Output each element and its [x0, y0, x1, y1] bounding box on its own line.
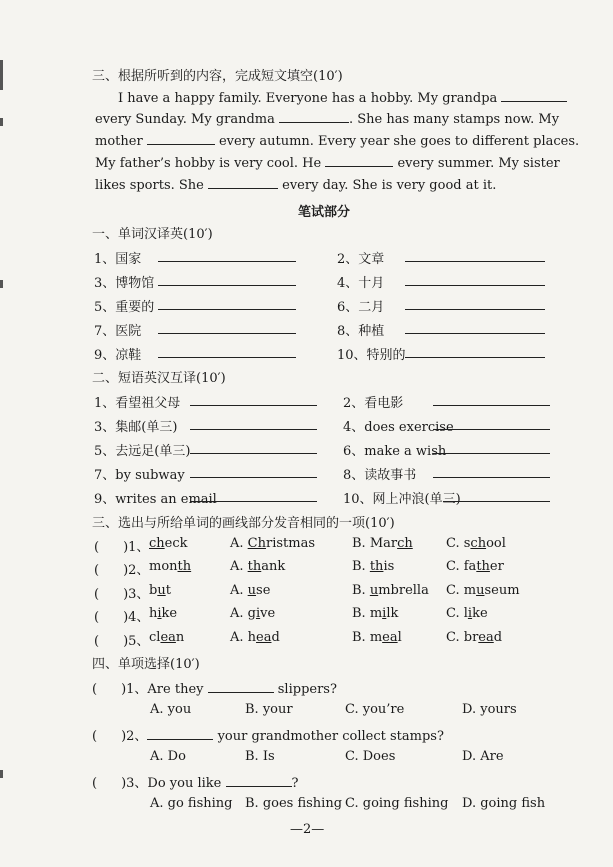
passage-line: mother every autumn. Every year she goes to different places. [95, 134, 580, 149]
passage-line: every Sunday. My grandma . She has many stamps now. My [95, 112, 560, 127]
answer-blank[interactable] [279, 111, 349, 123]
pronunciation-section-title: 三、选出与所给单词的画线部分发音相同的一项(10′) [92, 516, 395, 531]
answer-slot[interactable]: ( )1、 [94, 540, 150, 555]
answer-blank[interactable] [405, 249, 545, 262]
phrase-item: 9、writes an email [94, 492, 217, 507]
answer-blank[interactable] [158, 249, 296, 262]
option-b[interactable]: B. this [352, 559, 395, 574]
answer-blank[interactable] [208, 177, 278, 189]
answer-blank[interactable] [158, 321, 296, 334]
option[interactable]: B. goes fishing [245, 796, 343, 811]
answer-blank[interactable] [405, 345, 545, 358]
vocab-item: 8、种植 [337, 324, 385, 339]
answer-blank[interactable] [190, 465, 317, 478]
answer-blank[interactable] [226, 775, 292, 787]
option-c[interactable]: C. like [446, 606, 488, 621]
phrase-item: 7、by subway [94, 468, 185, 483]
answer-blank[interactable] [190, 489, 317, 502]
answer-blank[interactable] [158, 345, 296, 358]
binding-mark [0, 118, 3, 126]
answer-blank[interactable] [405, 273, 545, 286]
option-b[interactable]: B. March [352, 536, 413, 551]
binding-mark [0, 280, 3, 288]
option[interactable]: A. you [150, 702, 192, 717]
question: ( )3、Do you like ? [92, 776, 299, 791]
binding-mark [0, 770, 3, 778]
answer-blank[interactable] [443, 489, 550, 502]
passage-line: I have a happy family. Everyone has a hobby. My grandpa [118, 90, 567, 106]
answer-blank[interactable] [158, 297, 296, 310]
answer-blank[interactable] [325, 155, 393, 167]
answer-blank[interactable] [501, 90, 567, 102]
answer-blank[interactable] [158, 273, 296, 286]
answer-blank[interactable] [405, 321, 545, 334]
vocab-item: 4、十月 [337, 276, 385, 291]
answer-blank[interactable] [190, 417, 317, 430]
option[interactable]: B. your [245, 702, 293, 717]
question: ( )2、 your grandmother collect stamps? [92, 729, 444, 744]
phrase-item: 4、does exercise [343, 420, 454, 435]
page-number: —2— [290, 822, 325, 837]
option-a[interactable]: A. use [230, 583, 271, 598]
answer-slot[interactable]: ( )4、 [94, 610, 150, 625]
target-word: check [149, 536, 188, 551]
vocab-item: 10、特别的 [337, 348, 406, 363]
option-a[interactable]: A. thank [230, 559, 286, 574]
answer-blank[interactable] [433, 441, 550, 454]
option[interactable]: D. Are [462, 749, 504, 764]
vocab-item: 3、博物馆 [94, 276, 155, 291]
phrase-section-title: 二、短语英汉互译(10′) [92, 371, 226, 386]
answer-blank[interactable] [147, 133, 215, 145]
option-b[interactable]: B. umbrella [352, 583, 429, 598]
answer-slot[interactable]: ( )3、 [94, 587, 150, 602]
answer-blank[interactable] [405, 297, 545, 310]
answer-blank[interactable] [190, 393, 317, 406]
option[interactable]: C. Does [345, 749, 396, 764]
option-c[interactable]: C. bread [446, 630, 503, 645]
option-a[interactable]: A. head [230, 630, 280, 645]
option[interactable]: B. Is [245, 749, 275, 764]
option[interactable]: A. Do [150, 749, 186, 764]
answer-slot[interactable]: ( )5、 [94, 634, 150, 649]
vocab-item: 9、凉鞋 [94, 348, 142, 363]
phrase-item: 1、看望祖父母 [94, 396, 181, 411]
option[interactable]: A. go fishing [150, 796, 233, 811]
vocab-item: 6、二月 [337, 300, 385, 315]
passage-line: My father’s hobby is very cool. He every summer. My sister [95, 156, 560, 171]
phrase-item: 8、读故事书 [343, 468, 417, 483]
option[interactable]: C. you’re [345, 702, 405, 717]
vocab-item: 5、重要的 [94, 300, 155, 315]
option-c[interactable]: C. father [446, 559, 504, 574]
vocab-item: 1、国家 [94, 252, 142, 267]
phrase-item: 10、网上冲浪(单三) [343, 492, 461, 507]
answer-blank[interactable] [208, 681, 274, 693]
vocab-section-title: 一、单词汉译英(10′) [92, 227, 213, 242]
target-word: clean [149, 630, 185, 645]
option-a[interactable]: A. Christmas [230, 536, 316, 551]
option[interactable]: D. going fish [462, 796, 546, 811]
passage-line: likes sports. She every day. She is very good at it. [95, 178, 497, 193]
listening-section-title: 三、根据所听到的内容，完成短文填空(10′) [92, 69, 343, 84]
target-word: but [149, 583, 171, 598]
answer-slot[interactable]: ( )2、 [94, 563, 150, 578]
vocab-item: 7、医院 [94, 324, 142, 339]
written-part-title: 笔试部分 [298, 205, 351, 220]
vocab-item: 2、文章 [337, 252, 385, 267]
question: ( )1、Are they slippers? [92, 682, 337, 697]
phrase-item: 3、集邮(单三) [94, 420, 178, 435]
phrase-item: 5、去远足(单三) [94, 444, 191, 459]
phrase-item: 6、make a wish [343, 444, 447, 459]
answer-blank[interactable] [433, 465, 550, 478]
option-a[interactable]: A. give [230, 606, 276, 621]
answer-blank[interactable] [190, 441, 317, 454]
option-b[interactable]: B. milk [352, 606, 399, 621]
phrase-item: 2、看电影 [343, 396, 404, 411]
option-c[interactable]: C. museum [446, 583, 520, 598]
choice-section-title: 四、单项选择(10′) [92, 657, 200, 672]
target-word: hike [149, 606, 178, 621]
option-c[interactable]: C. school [446, 536, 506, 551]
binding-mark [0, 60, 3, 90]
answer-blank[interactable] [433, 417, 550, 430]
target-word: month [149, 559, 192, 574]
option-b[interactable]: B. meal [352, 630, 402, 645]
option[interactable]: C. going fishing [345, 796, 449, 811]
answer-blank[interactable] [433, 393, 550, 406]
answer-blank[interactable] [147, 728, 213, 740]
option[interactable]: D. yours [462, 702, 517, 717]
